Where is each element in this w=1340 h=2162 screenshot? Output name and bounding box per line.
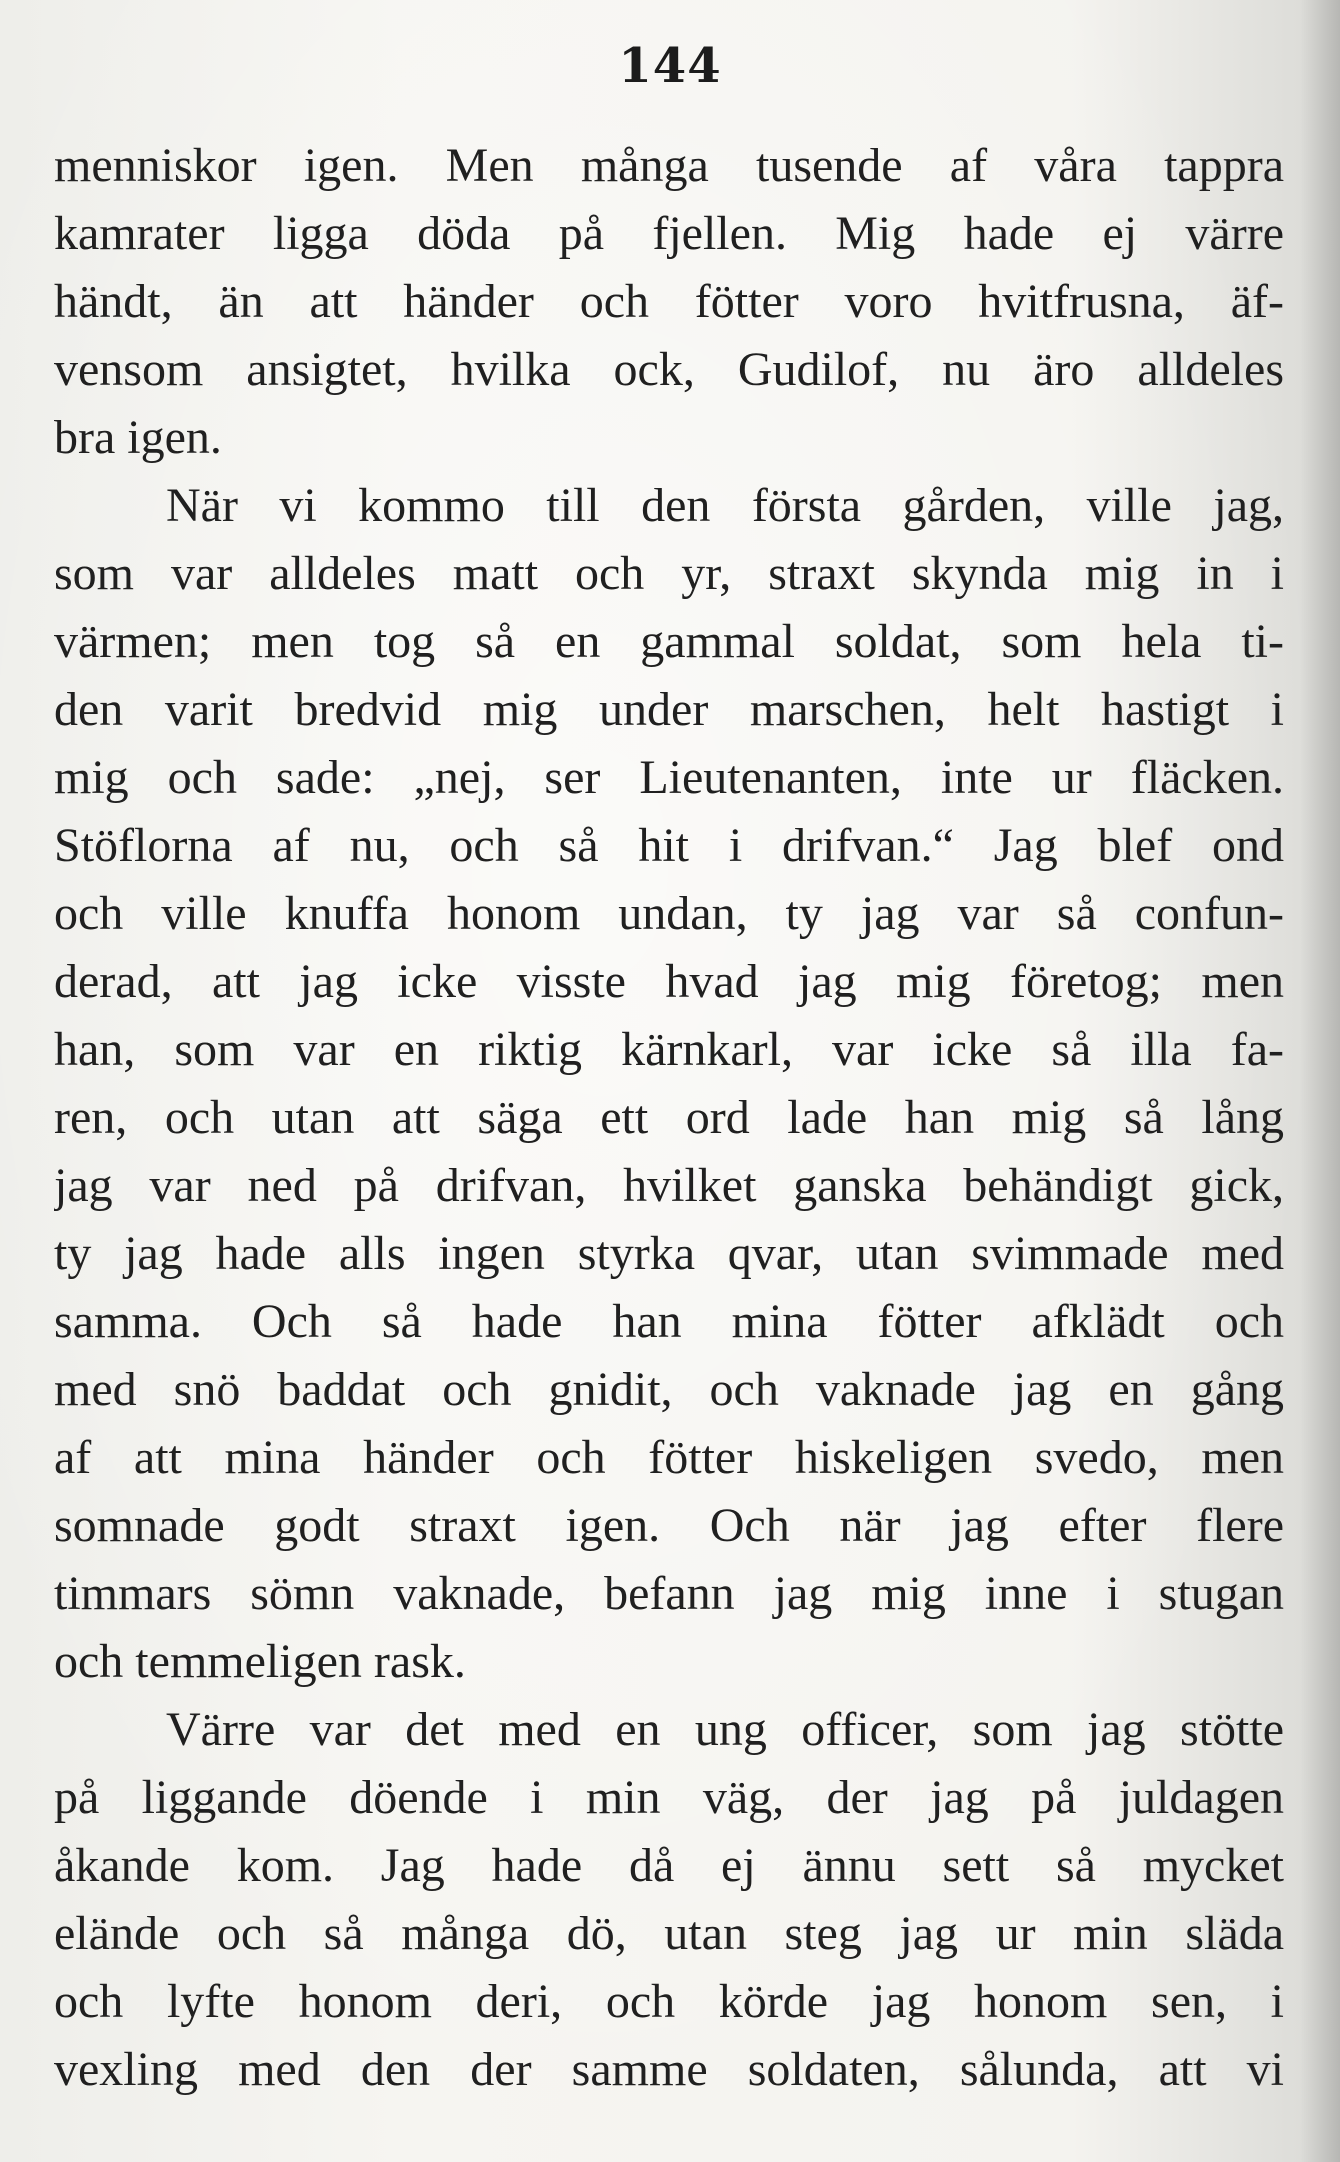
page-edge-shadow bbox=[1300, 0, 1340, 2162]
text-line: och lyfte honom deri, och körde jag honom sen, i bbox=[54, 1975, 1284, 2028]
text-line: den varit bredvid mig under marschen, helt hastigt i bbox=[54, 683, 1284, 736]
text-line: menniskor igen. Men många tusende af våra tappra bbox=[54, 139, 1284, 192]
text-line: med snö baddat och gnidit, och vaknade jag en gång bbox=[54, 1363, 1284, 1416]
text-line: af att mina händer och fötter hiskeligen svedo, men bbox=[54, 1431, 1284, 1484]
text-line: ty jag hade alls ingen styrka qvar, utan svimmade med bbox=[54, 1227, 1284, 1280]
text-line: vensom ansigtet, hvilka ock, Gudilof, nu äro alldeles bbox=[54, 343, 1284, 396]
text-line: ren, och utan att säga ett ord lade han mig så lång bbox=[54, 1091, 1284, 1144]
text-line: mig och sade: „nej, ser Lieutenanten, inte ur fläcken. bbox=[54, 751, 1284, 804]
text-line: samma. Och så hade han mina fötter afklädt och bbox=[54, 1295, 1284, 1348]
text-line: kamrater ligga döda på fjellen. Mig hade ej värre bbox=[54, 207, 1284, 260]
text-line: vexling med den der samme soldaten, sålunda, att vi bbox=[54, 2043, 1284, 2096]
text-line: somnade godt straxt igen. Och när jag efter flere bbox=[54, 1499, 1284, 1552]
text-line: elände och så många dö, utan steg jag ur min släda bbox=[54, 1907, 1284, 1960]
paragraph-start-line: Värre var det med en ung officer, som jag stötte bbox=[166, 1703, 1284, 1756]
text-line: som var alldeles matt och yr, straxt skynda mig in i bbox=[54, 547, 1284, 600]
text-line: jag var ned på drifvan, hvilket ganska behändigt gick, bbox=[54, 1159, 1284, 1212]
text-line: åkande kom. Jag hade då ej ännu sett så mycket bbox=[54, 1839, 1284, 1892]
text-line: och temmeligen rask. bbox=[54, 1635, 466, 1688]
text-line: timmars sömn vaknade, befann jag mig inne i stugan bbox=[54, 1567, 1284, 1620]
text-line: händt, än att händer och fötter voro hvitfrusna, äf- bbox=[54, 275, 1284, 328]
text-line: på liggande döende i min väg, der jag på juldagen bbox=[54, 1771, 1284, 1824]
text-line: och ville knuffa honom undan, ty jag var så confun- bbox=[54, 887, 1284, 940]
text-line: han, som var en riktig kärnkarl, var icke så illa fa- bbox=[54, 1023, 1284, 1076]
text-line: värmen; men tog så en gammal soldat, som hela ti- bbox=[54, 615, 1284, 668]
page-number: 144 bbox=[618, 38, 722, 94]
body-text bbox=[54, 132, 1284, 2104]
text-line: Stöflorna af nu, och så hit i drifvan.“ Jag blef ond bbox=[54, 819, 1284, 872]
text-line: derad, att jag icke visste hvad jag mig företog; men bbox=[54, 955, 1284, 1008]
paragraph-start-line: När vi kommo till den första gården, ville jag, bbox=[166, 479, 1284, 532]
text-line: bra igen. bbox=[54, 411, 222, 464]
